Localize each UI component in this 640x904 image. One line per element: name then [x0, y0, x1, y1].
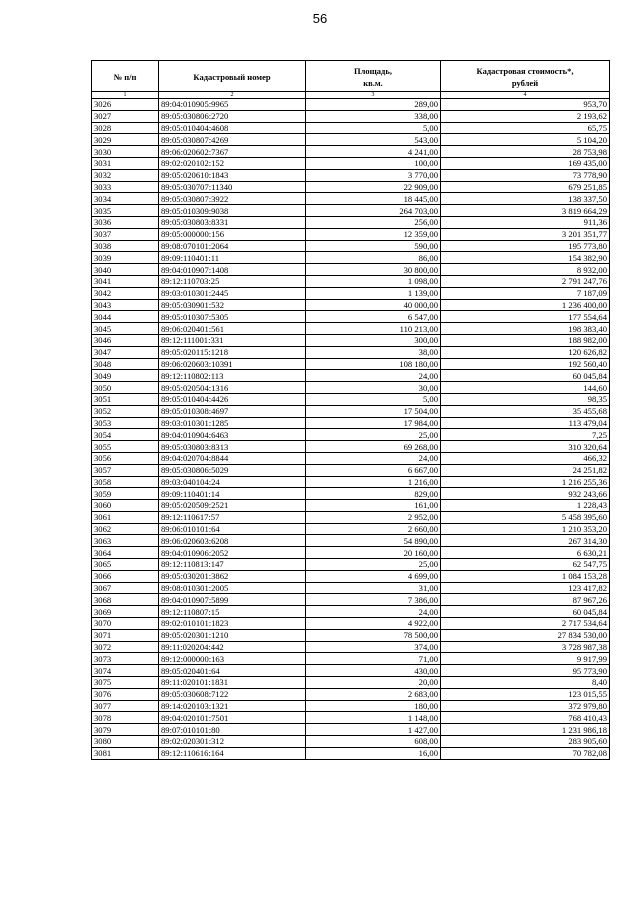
area-cell: 71,00 — [306, 653, 441, 665]
area-cell: 2 952,00 — [306, 511, 441, 523]
column-number-row — [92, 92, 610, 99]
cadastral-value-cell: 3 728 987,38 — [441, 641, 610, 653]
cadastral-number-cell: 89:05:000000:156 — [159, 228, 306, 240]
area-cell: 100,00 — [306, 157, 441, 169]
cadastral-number-cell: 89:05:030807:3922 — [159, 193, 306, 205]
cadastral-value-cell: 2 717 534,64 — [441, 618, 610, 630]
cadastral-value-table — [91, 60, 610, 760]
table-row — [92, 641, 610, 653]
table-row — [92, 559, 610, 571]
area-cell: 4 699,00 — [306, 570, 441, 582]
area-cell: 180,00 — [306, 700, 441, 712]
table-row — [92, 275, 610, 287]
table-row — [92, 370, 610, 382]
table-row — [92, 252, 610, 264]
area-cell: 256,00 — [306, 216, 441, 228]
area-cell: 543,00 — [306, 134, 441, 146]
area-cell: 7 386,00 — [306, 594, 441, 606]
area-cell: 2 683,00 — [306, 688, 441, 700]
cadastral-value-cell: 27 834 530,00 — [441, 629, 610, 641]
row-number-cell: 3054 — [92, 429, 159, 441]
table-row — [92, 736, 610, 748]
cadastral-number-cell: 89:02:010101:1823 — [159, 618, 306, 630]
row-number-cell: 3077 — [92, 700, 159, 712]
row-number-cell: 3073 — [92, 653, 159, 665]
cadastral-number-cell: 89:09:110401:14 — [159, 488, 306, 500]
cadastral-value-cell: 70 782,08 — [441, 747, 610, 759]
row-number-cell: 3063 — [92, 535, 159, 547]
cadastral-number-cell: 89:14:020103:1321 — [159, 700, 306, 712]
row-number-cell: 3036 — [92, 216, 159, 228]
table-row — [92, 122, 610, 134]
cadastral-value-cell: 3 201 351,77 — [441, 228, 610, 240]
row-number-cell: 3031 — [92, 157, 159, 169]
area-cell: 25,00 — [306, 559, 441, 571]
row-number-cell: 3033 — [92, 181, 159, 193]
table-row — [92, 511, 610, 523]
cadastral-value-cell: 35 455,68 — [441, 405, 610, 417]
table-row — [92, 523, 610, 535]
cadastral-number-cell: 89:06:020603:6208 — [159, 535, 306, 547]
cadastral-number-cell: 89:05:010404:4608 — [159, 122, 306, 134]
row-number-cell: 3068 — [92, 594, 159, 606]
area-cell: 30 800,00 — [306, 264, 441, 276]
table-row — [92, 535, 610, 547]
cadastral-value-cell: 188 982,00 — [441, 334, 610, 346]
row-number-cell: 3032 — [92, 169, 159, 181]
table-row — [92, 382, 610, 394]
table-row — [92, 405, 610, 417]
cadastral-number-cell: 89:05:030707:11340 — [159, 181, 306, 193]
cadastral-value-cell: 87 967,26 — [441, 594, 610, 606]
cadastral-number-cell: 89:03:010301:2445 — [159, 287, 306, 299]
row-number-cell: 3050 — [92, 382, 159, 394]
cadastral-number-cell: 89:06:020603:10391 — [159, 358, 306, 370]
cadastral-value-cell: 28 753,98 — [441, 146, 610, 158]
cadastral-value-cell: 3 819 664,29 — [441, 205, 610, 217]
cadastral-number-cell: 89:05:030803:8331 — [159, 216, 306, 228]
cadastral-value-cell: 195 773,80 — [441, 240, 610, 252]
cadastral-value-cell: 5 104,20 — [441, 134, 610, 146]
table-row — [92, 441, 610, 453]
row-number-cell: 3075 — [92, 677, 159, 689]
table-row — [92, 582, 610, 594]
cadastral-value-cell: 372 979,80 — [441, 700, 610, 712]
cadastral-number-cell: 89:11:020204:442 — [159, 641, 306, 653]
table-row — [92, 264, 610, 276]
table-row — [92, 157, 610, 169]
row-number-cell: 3044 — [92, 311, 159, 323]
table-row — [92, 500, 610, 512]
row-number-cell: 3051 — [92, 393, 159, 405]
cadastral-number-cell: 89:04:010904:6463 — [159, 429, 306, 441]
area-cell: 264 703,00 — [306, 205, 441, 217]
area-cell: 12 359,00 — [306, 228, 441, 240]
area-cell: 6 547,00 — [306, 311, 441, 323]
header-area: Площадь, кв.м. — [306, 61, 441, 92]
column-number: 2 — [159, 92, 306, 99]
area-cell: 829,00 — [306, 488, 441, 500]
cadastral-number-cell: 89:04:010906:2052 — [159, 547, 306, 559]
area-cell: 5,00 — [306, 122, 441, 134]
cadastral-value-cell: 2 193,62 — [441, 110, 610, 122]
row-number-cell: 3041 — [92, 275, 159, 287]
table-row — [92, 688, 610, 700]
cadastral-number-cell: 89:07:010101:80 — [159, 724, 306, 736]
table-row — [92, 358, 610, 370]
cadastral-value-cell: 123 417,82 — [441, 582, 610, 594]
area-cell: 31,00 — [306, 582, 441, 594]
area-cell: 24,00 — [306, 370, 441, 382]
table-row — [92, 417, 610, 429]
area-cell: 374,00 — [306, 641, 441, 653]
cadastral-number-cell: 89:04:020101:7501 — [159, 712, 306, 724]
area-cell: 1 216,00 — [306, 476, 441, 488]
cadastral-number-cell: 89:04:010905:9965 — [159, 99, 306, 111]
area-cell: 24,00 — [306, 452, 441, 464]
row-number-cell: 3047 — [92, 346, 159, 358]
area-cell: 110 213,00 — [306, 323, 441, 335]
table-row — [92, 299, 610, 311]
cadastral-number-cell: 89:12:000000:163 — [159, 653, 306, 665]
table-row — [92, 747, 610, 759]
area-cell: 2 660,00 — [306, 523, 441, 535]
table-row — [92, 334, 610, 346]
area-cell: 20 160,00 — [306, 547, 441, 559]
cadastral-value-cell: 1 216 255,36 — [441, 476, 610, 488]
cadastral-number-cell: 89:05:020610:1843 — [159, 169, 306, 181]
cadastral-value-cell: 679 251,85 — [441, 181, 610, 193]
row-number-cell: 3035 — [92, 205, 159, 217]
cadastral-value-cell: 310 320,64 — [441, 441, 610, 453]
cadastral-value-cell: 98,35 — [441, 393, 610, 405]
cadastral-number-cell: 89:03:040104:24 — [159, 476, 306, 488]
cadastral-value-cell: 466,32 — [441, 452, 610, 464]
table-row — [92, 452, 610, 464]
cadastral-value-cell: 60 045,84 — [441, 370, 610, 382]
area-cell: 5,00 — [306, 393, 441, 405]
cadastral-number-cell: 89:05:020401:64 — [159, 665, 306, 677]
row-number-cell: 3060 — [92, 500, 159, 512]
cadastral-number-cell: 89:05:030901:532 — [159, 299, 306, 311]
row-number-cell: 3059 — [92, 488, 159, 500]
table-row — [92, 346, 610, 358]
table-row — [92, 287, 610, 299]
column-number: 3 — [306, 92, 441, 99]
area-cell: 338,00 — [306, 110, 441, 122]
table-row — [92, 181, 610, 193]
row-number-cell: 3039 — [92, 252, 159, 264]
cadastral-value-cell: 5 458 395,60 — [441, 511, 610, 523]
row-number-cell: 3049 — [92, 370, 159, 382]
area-cell: 25,00 — [306, 429, 441, 441]
cadastral-number-cell: 89:04:010907:1408 — [159, 264, 306, 276]
table-row — [92, 216, 610, 228]
cadastral-value-cell: 144,60 — [441, 382, 610, 394]
area-cell: 1 139,00 — [306, 287, 441, 299]
cadastral-number-cell: 89:05:030608:7122 — [159, 688, 306, 700]
cadastral-value-cell: 198 383,40 — [441, 323, 610, 335]
area-cell: 17 984,00 — [306, 417, 441, 429]
table-row — [92, 99, 610, 111]
table-row — [92, 618, 610, 630]
cadastral-value-cell: 8 932,00 — [441, 264, 610, 276]
cadastral-number-cell: 89:05:020504:1316 — [159, 382, 306, 394]
row-number-cell: 3034 — [92, 193, 159, 205]
cadastral-number-cell: 89:05:030807:4269 — [159, 134, 306, 146]
row-number-cell: 3043 — [92, 299, 159, 311]
area-cell: 1 427,00 — [306, 724, 441, 736]
table-row — [92, 110, 610, 122]
cadastral-value-cell: 113 479,04 — [441, 417, 610, 429]
header-cadastral-number: Кадастровый номер — [159, 61, 306, 92]
table-row — [92, 429, 610, 441]
cadastral-number-cell: 89:03:010301:1285 — [159, 417, 306, 429]
row-number-cell: 3058 — [92, 476, 159, 488]
area-cell: 18 445,00 — [306, 193, 441, 205]
table-row — [92, 193, 610, 205]
cadastral-value-cell: 154 382,90 — [441, 252, 610, 264]
cadastral-number-cell: 89:12:110813:147 — [159, 559, 306, 571]
cadastral-number-cell: 89:02:020102:152 — [159, 157, 306, 169]
area-cell: 6 667,00 — [306, 464, 441, 476]
cadastral-value-cell: 953,70 — [441, 99, 610, 111]
cadastral-number-cell: 89:05:010404:4426 — [159, 393, 306, 405]
cadastral-value-cell: 768 410,43 — [441, 712, 610, 724]
cadastral-value-cell: 120 626,82 — [441, 346, 610, 358]
table-row — [92, 476, 610, 488]
row-number-cell: 3055 — [92, 441, 159, 453]
cadastral-number-cell: 89:08:070101:2064 — [159, 240, 306, 252]
cadastral-value-cell: 911,36 — [441, 216, 610, 228]
row-number-cell: 3065 — [92, 559, 159, 571]
area-cell: 1 098,00 — [306, 275, 441, 287]
table-row — [92, 570, 610, 582]
row-number-cell: 3048 — [92, 358, 159, 370]
cadastral-value-cell: 6 630,21 — [441, 547, 610, 559]
cadastral-number-cell: 89:12:110802:113 — [159, 370, 306, 382]
area-cell: 17 504,00 — [306, 405, 441, 417]
area-cell: 20,00 — [306, 677, 441, 689]
table-row — [92, 712, 610, 724]
cadastral-value-cell: 169 435,00 — [441, 157, 610, 169]
table-row — [92, 311, 610, 323]
table-row — [92, 665, 610, 677]
row-number-cell: 3078 — [92, 712, 159, 724]
header-row-number: № п/п — [92, 61, 159, 92]
table-row — [92, 629, 610, 641]
column-number: 4 — [441, 92, 610, 99]
table-body — [92, 99, 610, 760]
cadastral-number-cell: 89:06:020602:7367 — [159, 146, 306, 158]
area-cell: 16,00 — [306, 747, 441, 759]
cadastral-number-cell: 89:02:020301:312 — [159, 736, 306, 748]
table-row — [92, 594, 610, 606]
page-number: 56 — [312, 11, 328, 26]
row-number-cell: 3074 — [92, 665, 159, 677]
table-row — [92, 488, 610, 500]
cadastral-value-cell: 95 773,90 — [441, 665, 610, 677]
table-row — [92, 393, 610, 405]
area-cell: 608,00 — [306, 736, 441, 748]
row-number-cell: 3046 — [92, 334, 159, 346]
area-cell: 3 770,00 — [306, 169, 441, 181]
cadastral-number-cell: 89:12:110617:57 — [159, 511, 306, 523]
cadastral-value-cell: 138 337,50 — [441, 193, 610, 205]
row-number-cell: 3064 — [92, 547, 159, 559]
area-cell: 54 890,00 — [306, 535, 441, 547]
cadastral-number-cell: 89:05:030201:3862 — [159, 570, 306, 582]
row-number-cell: 3066 — [92, 570, 159, 582]
row-number-cell: 3072 — [92, 641, 159, 653]
row-number-cell: 3027 — [92, 110, 159, 122]
cadastral-value-cell: 177 554,64 — [441, 311, 610, 323]
column-number: 1 — [92, 92, 159, 99]
cadastral-number-cell: 89:04:010907:5899 — [159, 594, 306, 606]
row-number-cell: 3070 — [92, 618, 159, 630]
cadastral-value-cell: 7,25 — [441, 429, 610, 441]
area-cell: 590,00 — [306, 240, 441, 252]
table-row — [92, 677, 610, 689]
table-row — [92, 464, 610, 476]
cadastral-value-cell: 1 236 400,00 — [441, 299, 610, 311]
cadastral-number-cell: 89:08:010301:2005 — [159, 582, 306, 594]
row-number-cell: 3040 — [92, 264, 159, 276]
cadastral-number-cell: 89:12:111001:331 — [159, 334, 306, 346]
area-cell: 161,00 — [306, 500, 441, 512]
cadastral-value-cell: 267 314,30 — [441, 535, 610, 547]
area-cell: 86,00 — [306, 252, 441, 264]
table-header-row — [92, 61, 610, 92]
table-row — [92, 228, 610, 240]
cadastral-number-cell: 89:05:030806:5029 — [159, 464, 306, 476]
row-number-cell: 3080 — [92, 736, 159, 748]
table-row — [92, 653, 610, 665]
row-number-cell: 3042 — [92, 287, 159, 299]
row-number-cell: 3076 — [92, 688, 159, 700]
cadastral-value-cell: 7 187,09 — [441, 287, 610, 299]
row-number-cell: 3067 — [92, 582, 159, 594]
cadastral-number-cell: 89:12:110616:164 — [159, 747, 306, 759]
area-cell: 4 241,00 — [306, 146, 441, 158]
row-number-cell: 3026 — [92, 99, 159, 111]
area-cell: 300,00 — [306, 334, 441, 346]
cadastral-value-cell: 60 045,84 — [441, 606, 610, 618]
table-row — [92, 323, 610, 335]
table-row — [92, 146, 610, 158]
table-row — [92, 547, 610, 559]
cadastral-value-cell: 2 791 247,76 — [441, 275, 610, 287]
cadastral-number-cell: 89:12:110807:15 — [159, 606, 306, 618]
cadastral-value-cell: 62 547,75 — [441, 559, 610, 571]
table-row — [92, 724, 610, 736]
row-number-cell: 3069 — [92, 606, 159, 618]
area-cell: 289,00 — [306, 99, 441, 111]
cadastral-value-cell: 8,40 — [441, 677, 610, 689]
area-cell: 1 148,00 — [306, 712, 441, 724]
area-cell: 69 268,00 — [306, 441, 441, 453]
row-number-cell: 3030 — [92, 146, 159, 158]
cadastral-value-cell: 1 228,43 — [441, 500, 610, 512]
cadastral-number-cell: 89:06:010101:64 — [159, 523, 306, 535]
row-number-cell: 3037 — [92, 228, 159, 240]
cadastral-number-cell: 89:05:010307:5305 — [159, 311, 306, 323]
row-number-cell: 3079 — [92, 724, 159, 736]
row-number-cell: 3029 — [92, 134, 159, 146]
row-number-cell: 3045 — [92, 323, 159, 335]
cadastral-number-cell: 89:05:020115:1218 — [159, 346, 306, 358]
table-row — [92, 240, 610, 252]
cadastral-value-cell: 1 231 986,18 — [441, 724, 610, 736]
row-number-cell: 3062 — [92, 523, 159, 535]
cadastral-number-cell: 89:05:020509:2521 — [159, 500, 306, 512]
cadastral-value-cell: 932 243,66 — [441, 488, 610, 500]
cadastral-number-cell: 89:11:020101:1831 — [159, 677, 306, 689]
row-number-cell: 3052 — [92, 405, 159, 417]
cadastral-number-cell: 89:05:020301:1210 — [159, 629, 306, 641]
row-number-cell: 3057 — [92, 464, 159, 476]
cadastral-value-cell: 9 917,99 — [441, 653, 610, 665]
area-cell: 40 000,00 — [306, 299, 441, 311]
row-number-cell: 3028 — [92, 122, 159, 134]
cadastral-value-cell: 73 778,90 — [441, 169, 610, 181]
cadastral-number-cell: 89:05:030803:8313 — [159, 441, 306, 453]
area-cell: 4 922,00 — [306, 618, 441, 630]
cadastral-value-cell: 65,75 — [441, 122, 610, 134]
area-cell: 78 500,00 — [306, 629, 441, 641]
area-cell: 22 909,00 — [306, 181, 441, 193]
area-cell: 38,00 — [306, 346, 441, 358]
table-row — [92, 606, 610, 618]
area-cell: 430,00 — [306, 665, 441, 677]
table-row — [92, 134, 610, 146]
row-number-cell: 3071 — [92, 629, 159, 641]
row-number-cell: 3038 — [92, 240, 159, 252]
cadastral-number-cell: 89:09:110401:11 — [159, 252, 306, 264]
cadastral-number-cell: 89:12:110703:25 — [159, 275, 306, 287]
table-row — [92, 169, 610, 181]
area-cell: 24,00 — [306, 606, 441, 618]
table-row — [92, 700, 610, 712]
row-number-cell: 3081 — [92, 747, 159, 759]
cadastral-value-cell: 1 210 353,20 — [441, 523, 610, 535]
row-number-cell: 3061 — [92, 511, 159, 523]
cadastral-number-cell: 89:05:030806:2720 — [159, 110, 306, 122]
cadastral-number-cell: 89:05:010308:4697 — [159, 405, 306, 417]
cadastral-value-cell: 123 015,55 — [441, 688, 610, 700]
row-number-cell: 3053 — [92, 417, 159, 429]
cadastral-number-cell: 89:06:020401:561 — [159, 323, 306, 335]
header-cadastral-value: Кадастровая стоимость*, рублей — [441, 61, 610, 92]
table-row — [92, 205, 610, 217]
row-number-cell: 3056 — [92, 452, 159, 464]
cadastral-value-cell: 24 251,82 — [441, 464, 610, 476]
cadastral-value-cell: 1 084 153,28 — [441, 570, 610, 582]
area-cell: 108 180,00 — [306, 358, 441, 370]
cadastral-value-cell: 283 905,60 — [441, 736, 610, 748]
area-cell: 30,00 — [306, 382, 441, 394]
cadastral-number-cell: 89:04:020704:8844 — [159, 452, 306, 464]
cadastral-number-cell: 89:05:010309:9038 — [159, 205, 306, 217]
cadastral-value-cell: 192 560,40 — [441, 358, 610, 370]
